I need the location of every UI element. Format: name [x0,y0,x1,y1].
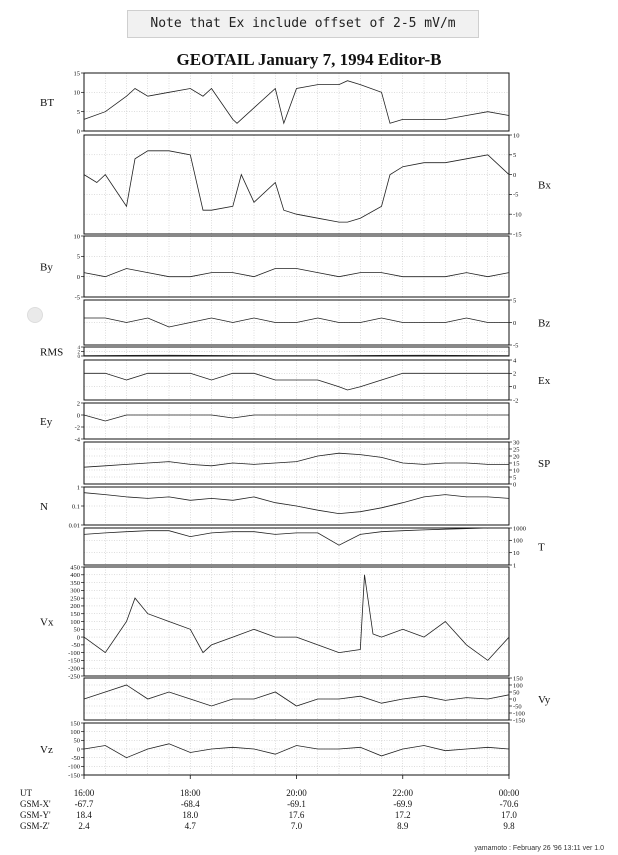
panel-vz [40,720,509,779]
y-tick-label: 20 [513,453,520,461]
panel-label-vy: Vy [538,694,551,706]
y-tick-label: 10 [73,233,80,241]
panel-vy [84,675,551,724]
y-tick-label: 2 [77,350,80,356]
panel-label-vx: Vx [40,616,54,629]
orbit-value: 7.0 [290,821,303,831]
panel-label-ex: Ex [538,375,551,387]
y-tick-label: 100 [513,682,523,690]
y-tick-label: 10 [513,467,520,475]
orbit-value: -69.1 [287,799,306,809]
y-tick-label: 10 [73,89,80,97]
panel-ex [84,357,551,404]
panel-frame [84,135,509,234]
y-tick-label: 300 [70,587,80,595]
y-tick-label: 30 [513,439,520,447]
y-tick-label: 0 [77,354,80,360]
y-tick-label: 0 [76,273,80,281]
y-tick-label: -2 [74,424,80,432]
panel-by [40,233,509,301]
y-tick-label: -50 [71,642,80,650]
y-tick-label: 50 [513,689,520,697]
y-tick-label: 10 [513,132,520,140]
y-tick-label: 100 [513,537,523,545]
panel-label-vz: Vz [40,744,53,756]
orbit-value: -70.6 [499,799,519,809]
panel-label-t: T [538,541,545,554]
y-tick-label: -100 [68,649,80,657]
panel-frame [84,73,509,131]
panel-label-bz: Bz [538,317,551,330]
orbit-value: 4.7 [184,821,196,831]
y-tick-label: 150 [513,675,523,683]
y-tick-label: -4 [74,436,80,444]
chart-title: GEOTAIL January 7, 1994 Editor-B [176,50,442,69]
x-tick-label: 00:00 [498,788,520,798]
y-tick-label: -5 [513,191,519,199]
y-tick-label: 0 [513,171,517,179]
y-tick-label: 15 [513,460,520,468]
y-tick-label: 0 [76,412,80,420]
y-tick-label: 5 [76,253,80,261]
y-tick-label: 25 [513,446,520,454]
row-label-ut: UT [20,788,32,798]
y-tick-label: -10 [513,211,522,219]
panel-ey [40,400,509,443]
y-tick-label: 0 [76,746,80,754]
y-tick-label: 450 [70,564,80,572]
x-tick-label: 22:00 [392,788,414,798]
orbit-value: 2.4 [78,821,90,831]
panel-t [84,525,545,569]
y-tick-label: 0 [76,128,80,136]
y-tick-label: 0.1 [71,503,80,511]
y-tick-label: 5 [513,297,517,305]
y-tick-label: 150 [70,610,80,618]
panel-rms [40,346,509,360]
annotation-note: Note that Ex include offset of 2-5 mV/m [127,10,479,38]
y-tick-label: 5 [513,474,517,482]
y-tick-label: -5 [513,342,519,350]
x-tick-label: 18:00 [179,788,201,798]
y-tick-label: -50 [71,754,80,762]
y-tick-label: 200 [70,603,80,611]
y-tick-label: -5 [74,294,80,302]
panel-sp [84,439,550,488]
y-tick-label: -150 [513,717,525,725]
y-tick-label: 0 [513,696,517,704]
panel-label-bx: Bx [538,179,551,192]
orbit-value: 9.8 [503,821,515,831]
y-tick-label: 1 [76,484,80,492]
orbit-value: -67.7 [74,799,94,809]
y-tick-label: -100 [513,710,525,718]
x-tick-label: 20:00 [286,788,307,798]
y-tick-label: 50 [73,626,80,634]
y-tick-label: -200 [68,665,80,673]
panel-label-sp: SP [538,458,551,470]
y-tick-label: 0 [513,481,517,489]
row-label-gsmz: GSM-Z' [20,821,50,831]
y-tick-label: -15 [513,231,522,239]
orbit-value: 17.0 [501,810,517,820]
y-tick-label: 0.01 [68,522,80,530]
y-tick-label: 100 [70,618,80,626]
y-tick-label: -250 [68,673,80,681]
y-tick-label: 10 [513,549,520,557]
panel-label-rms: RMS [40,346,64,359]
y-tick-label: -2 [513,397,519,405]
y-tick-label: 250 [70,595,80,603]
series-line-bt [84,81,509,124]
panel-bx [84,132,551,238]
orbit-value: 17.6 [288,810,305,820]
footer-credit: yamamoto : February 26 '96 13:11 ver 1.0 [474,845,604,852]
y-tick-label: 0 [513,383,517,391]
y-tick-label: 1 [513,562,517,570]
y-tick-label: 350 [70,579,80,587]
row-label-gsmy: GSM-Y' [20,810,51,820]
panel-label-ey: Ey [40,416,53,428]
y-tick-label: 100 [70,728,80,736]
panel-label-n: N [40,501,48,513]
panel-bz [84,297,550,349]
y-tick-label: 4 [77,345,80,351]
orbit-value: 18.0 [182,810,199,820]
y-tick-label: 400 [70,572,80,580]
y-tick-label: -150 [68,772,80,780]
y-tick-label: 15 [73,70,80,78]
row-label-gsmx: GSM-X' [20,799,51,809]
orbit-value: 18.4 [76,810,92,820]
series-line-bx [84,151,509,222]
y-tick-label: -50 [513,703,522,711]
panel-label-by: By [40,261,53,274]
y-tick-label: -150 [68,657,80,665]
orbit-value: 8.9 [397,821,409,831]
orbit-value: 17.2 [394,810,411,820]
x-tick-label: 16:00 [73,788,95,798]
y-tick-label: 50 [73,737,80,745]
y-tick-label: 5 [76,108,80,116]
y-tick-label: 5 [513,152,517,160]
panel-bt [40,70,509,135]
y-tick-label: 2 [513,370,517,378]
y-tick-label: 0 [513,319,517,327]
y-tick-label: 4 [513,357,517,365]
orbit-value: -69.9 [393,799,413,809]
y-tick-label: 0 [76,634,80,642]
y-tick-label: 150 [70,720,80,728]
y-tick-label: 1000 [513,525,526,533]
orbit-value: -68.4 [180,799,200,809]
y-tick-label: 2 [76,400,80,408]
series-line-by [84,269,509,277]
panel-vx [40,564,509,680]
y-tick-label: -100 [68,763,80,771]
panel-label-bt: BT [40,97,55,109]
panel-n [40,484,509,529]
